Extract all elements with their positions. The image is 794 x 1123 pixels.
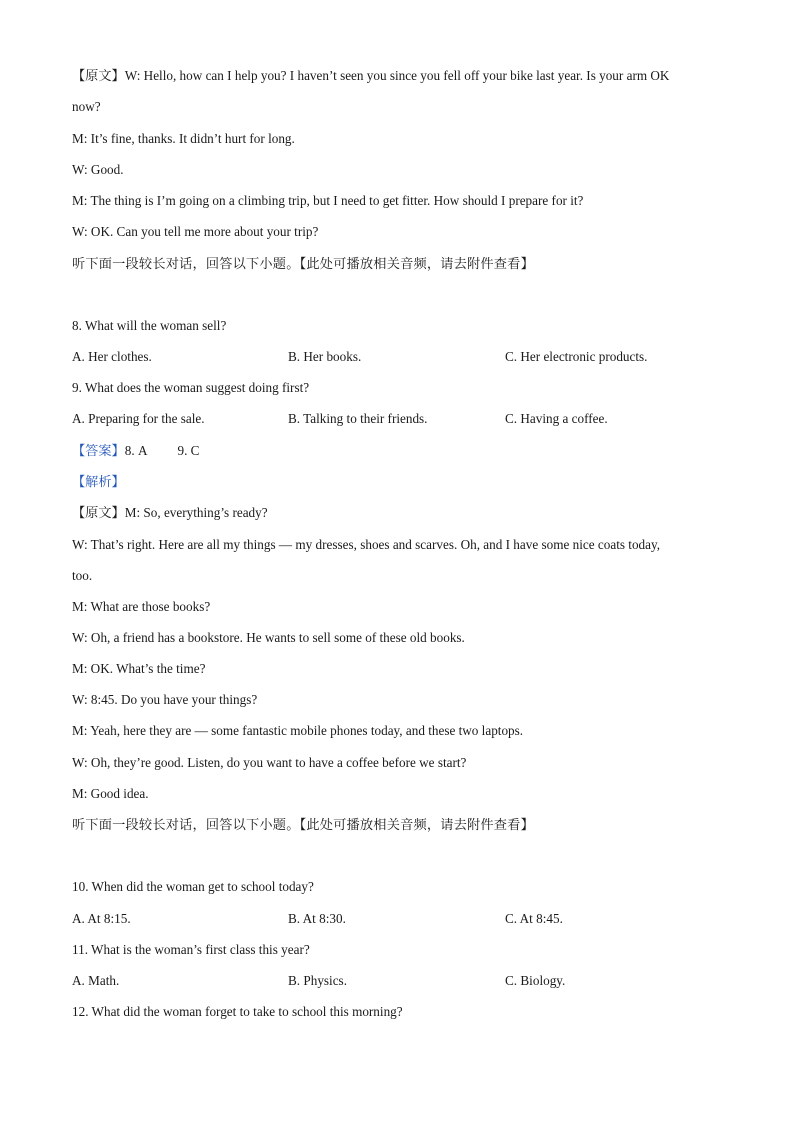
question-11: 11. What is the woman’s first class this year? xyxy=(72,942,310,957)
q10-option-c: C. At 8:45. xyxy=(505,911,563,926)
transcript-2-line-10: M: Good idea. xyxy=(72,786,149,801)
answer-9: 9. C xyxy=(177,443,200,458)
answer-line xyxy=(72,442,714,460)
transcript-1-line-4: W: Good. xyxy=(72,162,124,177)
answer-tag: 【答案】 xyxy=(72,443,125,458)
transcript-tag: 【原文】 xyxy=(72,68,125,83)
question-12: 12. What did the woman forget to take to school this morning? xyxy=(72,1004,403,1019)
q9-option-c: C. Having a coffee. xyxy=(505,411,608,426)
transcript-2-line-1 xyxy=(72,504,714,522)
transcript-2-line-3: too. xyxy=(72,568,93,583)
transcript-tag: 【原文】 xyxy=(72,505,125,520)
q11-option-c: C. Biology. xyxy=(505,973,566,988)
q8-option-a: A. Her clothes. xyxy=(72,349,152,364)
q9-option-a: A. Preparing for the sale. xyxy=(72,411,205,426)
question-9: 9. What does the woman suggest doing first? xyxy=(72,380,310,395)
question-10: 10. When did the woman get to school today? xyxy=(72,879,314,894)
transcript-1-line-2: now? xyxy=(72,99,101,114)
transcript-1-line-1 xyxy=(72,67,714,85)
transcript-2-line-9: W: Oh, they’re good. Listen, do you want to have a coffee before we start? xyxy=(72,755,467,770)
q9-option-b: B. Talking to their friends. xyxy=(288,411,428,426)
transcript-text: W: Hello, how can I help you? I haven’t seen you since you fell off your bike last year. Is your arm OK xyxy=(124,68,670,83)
q8-option-c: C. Her electronic products. xyxy=(505,349,648,364)
transcript-2-line-5: W: Oh, a friend has a bookstore. He wants to sell some of these old books. xyxy=(72,630,465,645)
q10-option-a: A. At 8:15. xyxy=(72,911,131,926)
q11-option-a: A. Math. xyxy=(72,973,120,988)
q10-option-b: B. At 8:30. xyxy=(288,911,346,926)
q11-option-b: B. Physics. xyxy=(288,973,347,988)
transcript-1-line-5: M: The thing is I’m going on a climbing trip, but I need to get fitter. How should I prepare for it? xyxy=(72,193,584,208)
transcript-1-line-3: M: It’s fine, thanks. It didn’t hurt for long. xyxy=(72,131,295,146)
transcript-2-line-8: M: Yeah, here they are — some fantastic mobile phones today, and these two laptops. xyxy=(72,723,524,738)
transcript-2-line-6: M: OK. What’s the time? xyxy=(72,661,206,676)
listening-instruction-2: 听下面一段较长对话，回答以下小题。【此处可播放相关音频，请去附件查看】 xyxy=(72,817,534,832)
transcript-2-line-7: W: 8:45. Do you have your things? xyxy=(72,692,258,707)
q8-option-b: B. Her books. xyxy=(288,349,362,364)
transcript-text: M: So, everything’s ready? xyxy=(124,505,268,520)
question-8: 8. What will the woman sell? xyxy=(72,318,227,333)
listening-instruction-1: 听下面一段较长对话，回答以下小题。【此处可播放相关音频，请去附件查看】 xyxy=(72,256,534,271)
transcript-2-line-4: M: What are those books? xyxy=(72,599,211,614)
transcript-2-line-2: W: That’s right. Here are all my things — my dresses, shoes and scarves. Oh, and I have some nice coats today, xyxy=(72,537,661,552)
transcript-1-line-6: W: OK. Can you tell me more about your trip? xyxy=(72,224,319,239)
analysis-tag: 【解析】 xyxy=(72,474,125,489)
answer-8: 8. A xyxy=(124,443,148,458)
